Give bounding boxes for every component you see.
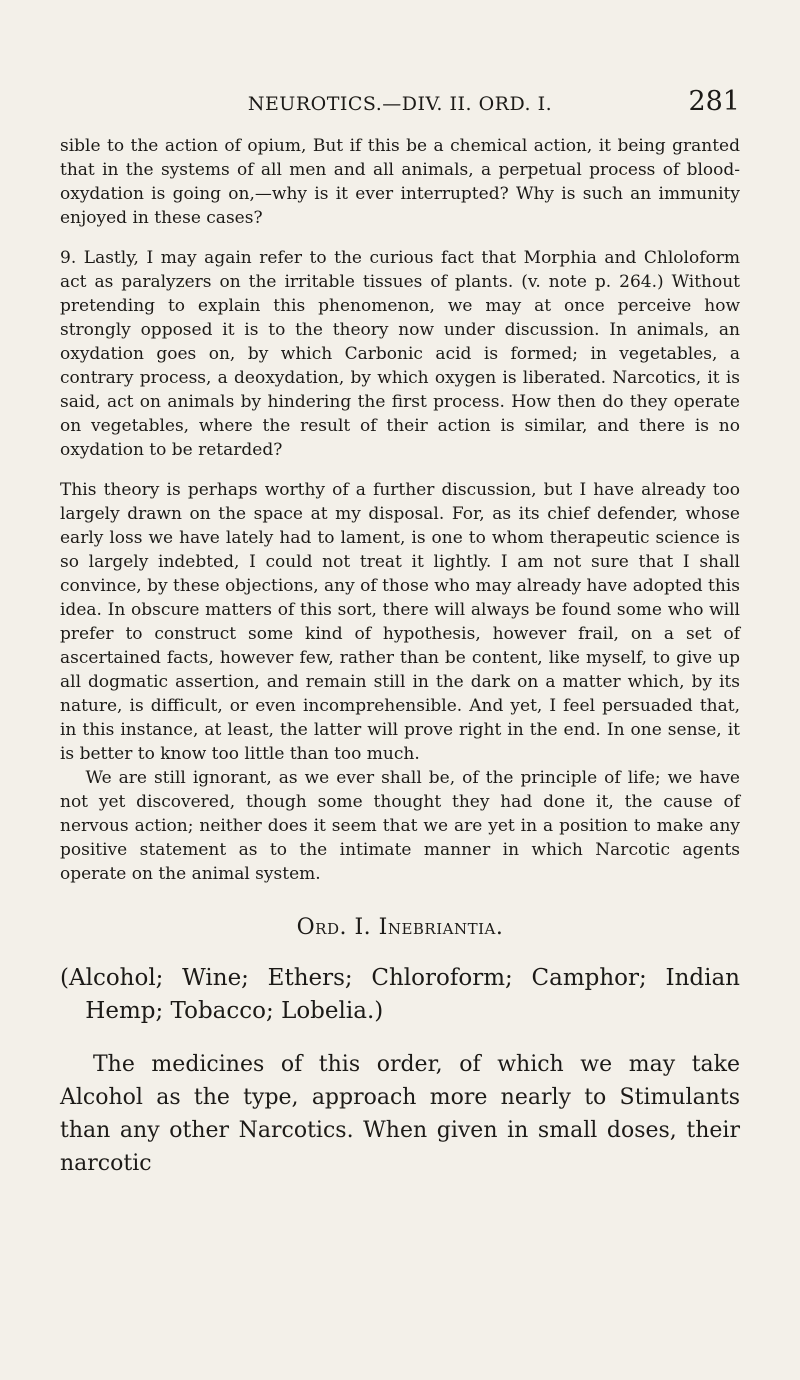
running-header — [60, 86, 740, 122]
body-text — [60, 134, 740, 1180]
paragraph-continued: sible to the action of opium, But if this be a chemical action, it being granted that in the systems of all men and all animals, a perpetual process of blood-oxydation is going on,—why is it ever interrupted? Why is such an immunity enjoyed in these cases? — [60, 136, 740, 228]
running-title: NEUROTICS.—DIV. II. ORD. I. — [247, 93, 553, 115]
section-contents-list: (Alcohol; Wine; Ethers; Chloroform; Camphor; Indian Hemp; Tobacco; Lobelia.) — [60, 965, 740, 1024]
paragraph-point-nine: 9. Lastly, I may again refer to the curious fact that Morphia and Chloloform act as paralyzers on the irritable tissues of plants. (v. note p. 264.) Without pretending to explain this phenomenon, we may at once perceive how strongly opposed it is to the theory now under discussion. In animals, an oxydation goes on, by which Carbonic acid is formed; in vegetables, a contrary process, a deoxydation, by which oxygen is liberated. Narcotics, it is said, act on animals by hindering the first process. How then do they operate on vegetables, where the result of their action is similar, and there is no oxydation to be retarded? — [60, 248, 740, 460]
paragraph-theory-discussion: This theory is perhaps worthy of a further discussion, but I have already too largely drawn on the space at my disposal. For, as its chief defender, whose early loss we have lately had to lament, is one to whom therapeutic science is so largely indebted, I could not treat it lightly. I am not sure that I shall convince, by these objections, any of those who may already have adopted this idea. In obscure matters of this sort, there will always be found some who will prefer to construct some kind of hypothesis, however frail, on a set of ascertained facts, however few, rather than be content, like myself, to give up all dogmatic assertion, and remain still in the dark on a matter which, by its nature, is difficult, or even incomprehensible. And yet, I feel persuaded that, in this instance, at least, the latter will prove right in the end. In one sense, it is better to know too little than too much. — [60, 480, 740, 764]
paragraph-still-ignorant: We are still ignorant, as we ever shall be, of the principle of life; we have not yet discovered, though some thought they had done it, the cause of nervous action; neither does it seem that we are yet in a position to make any positive statement as to the intimate manner in which Narcotic agents operate on the animal system. — [60, 768, 740, 884]
section-intro-paragraph: The medicines of this order, of which we may take Alcohol as the type, approach more nearly to Stimulants than any other Narcotics. When given in small doses, their narcotic — [60, 1052, 740, 1176]
page-number: 281 — [688, 86, 740, 117]
section-heading: Ord. I. Inebriantia. — [296, 915, 504, 940]
